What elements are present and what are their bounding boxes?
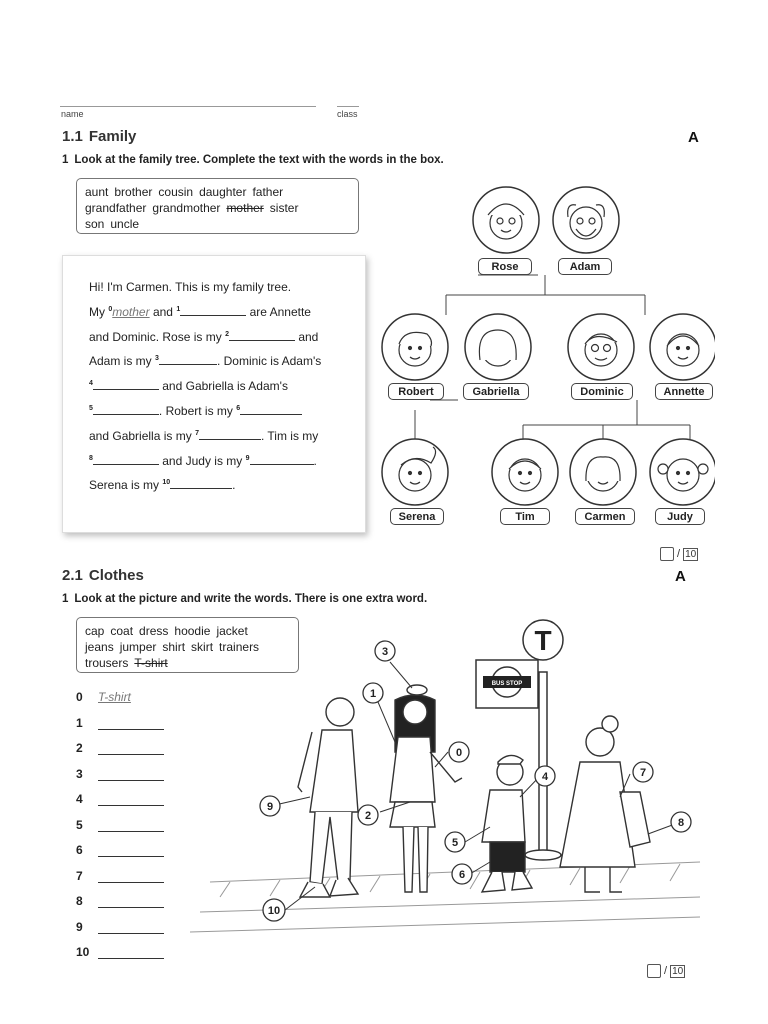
answer-row: 9 <box>76 908 166 934</box>
section-2-number: 2.1 <box>62 567 83 584</box>
section-2-title <box>62 567 144 584</box>
callout-9: 9 <box>266 801 274 813</box>
section-1-score <box>660 547 698 561</box>
answer-blank-10[interactable] <box>170 477 232 489</box>
name-label: name <box>61 109 84 119</box>
instruction-text: Look at the family tree. Complete the text with the words in the box. <box>74 154 444 166</box>
tree-label-adam: Adam <box>558 258 612 275</box>
answer-blank[interactable] <box>98 870 164 883</box>
tree-label-tim: Tim <box>500 508 550 525</box>
word: father <box>252 185 284 199</box>
answer-blank[interactable] <box>98 895 164 908</box>
answer-blank[interactable] <box>98 844 164 857</box>
tree-label-robert: Robert <box>388 383 444 400</box>
answer-blank[interactable] <box>98 793 164 806</box>
answer-blank[interactable] <box>98 946 164 959</box>
tree-label-annette: Annette <box>655 383 713 400</box>
text-line: Adam is my $^3$ . Dominic is Adam's <box>89 354 322 369</box>
answer-blank[interactable] <box>98 768 164 781</box>
answer-blank[interactable] <box>98 717 164 730</box>
text-line: $^5$ . Robert is my $^6$ <box>89 398 359 423</box>
word: cap <box>85 624 105 638</box>
word: trousers <box>85 656 129 670</box>
answer-blank[interactable] <box>98 921 164 934</box>
answer-blank-4[interactable] <box>93 378 159 390</box>
word: aunt <box>85 185 109 199</box>
tree-label-gabriella: Gabriella <box>463 383 529 400</box>
boy-figure <box>482 755 532 892</box>
word: brother <box>114 185 153 199</box>
answer-blank-6[interactable] <box>240 403 302 415</box>
bus-stop-illustration <box>190 612 710 952</box>
tree-label-dominic: Dominic <box>571 383 633 400</box>
bus-sign-text: BUS STOP <box>491 681 523 687</box>
grandmother-figure <box>560 716 650 892</box>
answer-row: 4 <box>76 781 166 807</box>
word: jacket <box>216 624 248 638</box>
answer-row: 6 <box>76 832 166 858</box>
callout-4: 4 <box>541 771 549 783</box>
stop-sign-letter <box>534 625 551 656</box>
answer-blank-1[interactable] <box>180 304 246 316</box>
answer-blank[interactable] <box>98 819 164 832</box>
example-answer: mother <box>112 304 150 319</box>
answer-row: 10 <box>76 934 166 960</box>
callout-3: 3 <box>381 646 389 658</box>
word: trainers <box>219 640 260 654</box>
score-max: 10 <box>685 548 697 560</box>
instruction-text: Look at the picture and write the words. There is one extra word. <box>74 593 428 605</box>
answer-row: 3 <box>76 755 166 781</box>
family-word-box <box>76 178 359 234</box>
text-line: $^4$ and Gabriella is Adam's <box>89 379 288 394</box>
word: son <box>85 217 105 231</box>
bus-stop-pole <box>539 672 547 852</box>
callout-10: 10 <box>267 905 281 917</box>
text-line: and Gabriella is my $^7$ . Tim is my <box>89 428 319 443</box>
word: dress <box>139 624 169 638</box>
family-tree-lines <box>370 185 715 530</box>
callout-8: 8 <box>677 817 685 829</box>
answer-blank-5[interactable] <box>93 403 159 415</box>
tree-label-judy: Judy <box>655 508 705 525</box>
word: sister <box>269 201 299 215</box>
word: uncle <box>110 217 140 231</box>
text-line: Serena is my $^{10}$ . <box>89 478 236 493</box>
word: coat <box>110 624 134 638</box>
answer-row: 1 <box>76 704 166 730</box>
score-separator: / <box>664 965 668 977</box>
word: daughter <box>199 185 247 199</box>
callout-7: 7 <box>639 767 647 779</box>
class-label: class <box>337 109 358 119</box>
word: jumper <box>119 640 157 654</box>
section-2-name: Clothes <box>88 567 144 584</box>
answer-blank-3[interactable] <box>159 353 217 365</box>
tree-label-serena: Serena <box>390 508 444 525</box>
section-2-score <box>647 964 685 978</box>
svg-text:T: T <box>534 625 552 656</box>
score-separator: / <box>677 548 681 560</box>
section-1-instruction <box>62 154 444 166</box>
example-answer: T-shirt <box>98 690 131 704</box>
answer-blank-2[interactable] <box>229 329 295 341</box>
score-max: 10 <box>672 965 684 977</box>
answer-row: 2 <box>76 730 166 756</box>
section-1-number: 1.1 <box>62 128 83 145</box>
section-2-level: A <box>675 568 686 585</box>
callout-1: 1 <box>369 688 377 700</box>
score-input[interactable] <box>647 964 661 978</box>
answer-row: 5 <box>76 806 166 832</box>
word: skirt <box>191 640 214 654</box>
answer-row: 8 <box>76 883 166 909</box>
word: grandfather <box>85 201 147 215</box>
word-crossed: T-shirt <box>134 656 168 670</box>
section-1-name: Family <box>88 128 137 145</box>
word: grandmother <box>152 201 221 215</box>
word: hoodie <box>174 624 211 638</box>
woman-figure <box>390 685 462 892</box>
instruction-number: 1 <box>62 154 69 166</box>
callout-5: 5 <box>451 837 459 849</box>
answer-blank-7[interactable] <box>199 428 261 440</box>
tree-label-rose: Rose <box>478 258 532 275</box>
callout-2: 2 <box>364 810 372 822</box>
section-1-level: A <box>688 129 699 146</box>
instruction-number: 1 <box>62 593 69 605</box>
callout-0: 0 <box>455 747 463 759</box>
answer-row-0: 0 T-shirt <box>76 690 131 704</box>
answer-blank[interactable] <box>98 742 164 755</box>
clothes-answer-list <box>76 680 166 959</box>
class-line[interactable] <box>337 96 359 107</box>
section-1-title <box>62 128 136 145</box>
text-line: Hi! I'm Carmen. This is my family tree. <box>89 280 292 294</box>
answer-blank-9[interactable] <box>250 453 314 465</box>
answer-blank-8[interactable] <box>93 453 159 465</box>
text-line: $^8$ and Judy is my $^9$ . <box>89 453 317 468</box>
carmen-text-card <box>62 255 366 533</box>
word: jeans <box>85 640 114 654</box>
answer-row: 7 <box>76 857 166 883</box>
word-crossed: mother <box>226 201 264 215</box>
text-line: and Dominic. Rose is my $^2$ and <box>89 329 319 344</box>
section-2-instruction <box>62 593 427 605</box>
text-line: My $^0$mother and $^1$ are Annette <box>89 304 311 319</box>
callout-6: 6 <box>458 869 466 881</box>
word: shirt <box>162 640 186 654</box>
name-line[interactable] <box>60 96 316 107</box>
score-input[interactable] <box>660 547 674 561</box>
tree-label-carmen: Carmen <box>575 508 635 525</box>
word: cousin <box>158 185 194 199</box>
